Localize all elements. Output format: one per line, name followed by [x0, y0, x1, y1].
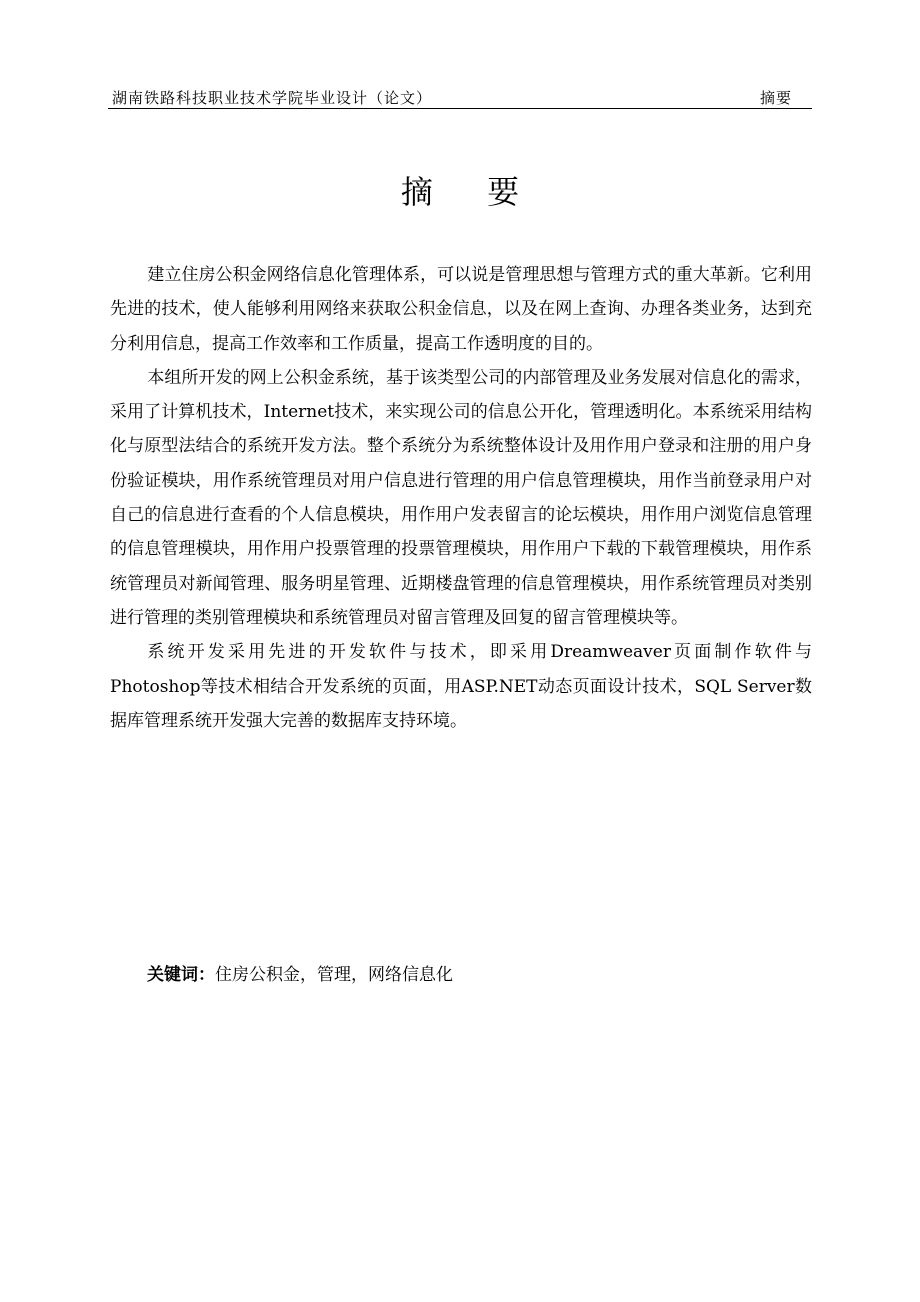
abstract-paragraph: 本组所开发的网上公积金系统，基于该类型公司的内部管理及业务发展对信息化的需求，采用了计算机技术，Internet技术，来实现公司的信息公开化，管理透明化。本系统采用结构化与原型法结合的系统开发方法。整个系统分为系统整体设计及用作用户登录和注册的用户身份验证模块，用作系统管理员对用户信息进行管理的用户信息管理模块，用作当前登录用户对自己的信息进行查看的个人信息模块，用作用户发表留言的论坛模块，用作用户浏览信息管理的信息管理模块，用作用户投票管理的投票管理模块，用作用户下载的下载管理模块，用作系统管理员对新闻管理、服务明星管理、近期楼盘管理的信息管理模块，用作系统管理员对类别进行管理的类别管理模块和系统管理员对留言管理及回复的留言管理模块等。 — [110, 367, 812, 628]
keywords-value: 住房公积金，管理，网络信息化 — [215, 965, 453, 985]
keywords — [147, 958, 453, 992]
header-divider — [108, 108, 812, 109]
header-section: 摘要 — [759, 89, 792, 107]
abstract-paragraph: 建立住房公积金网络信息化管理体系，可以说是管理思想与管理方式的重大革新。它利用先进的技术，使人能够利用网络来获取公积金信息，以及在网上查询、办理各类业务，达到充分利用信息，提高工作效率和工作质量，提高工作透明度的目的。 — [110, 265, 812, 354]
abstract-body — [110, 258, 812, 738]
running-header — [108, 86, 812, 110]
header-institution: 湖南铁路科技职业技术学院毕业设计（论文） — [112, 89, 433, 107]
keywords-label: 关键词： — [147, 965, 215, 985]
page-title: 摘 要 — [400, 173, 542, 211]
abstract-paragraph: 系统开发采用先进的开发软件与技术，即采用Dreamweaver页面制作软件与Photoshop等技术相结合开发系统的页面，用ASP.NET动态页面设计技术，SQL Server数据库管理系统开发强大完善的数据库支持环境。 — [110, 642, 812, 731]
